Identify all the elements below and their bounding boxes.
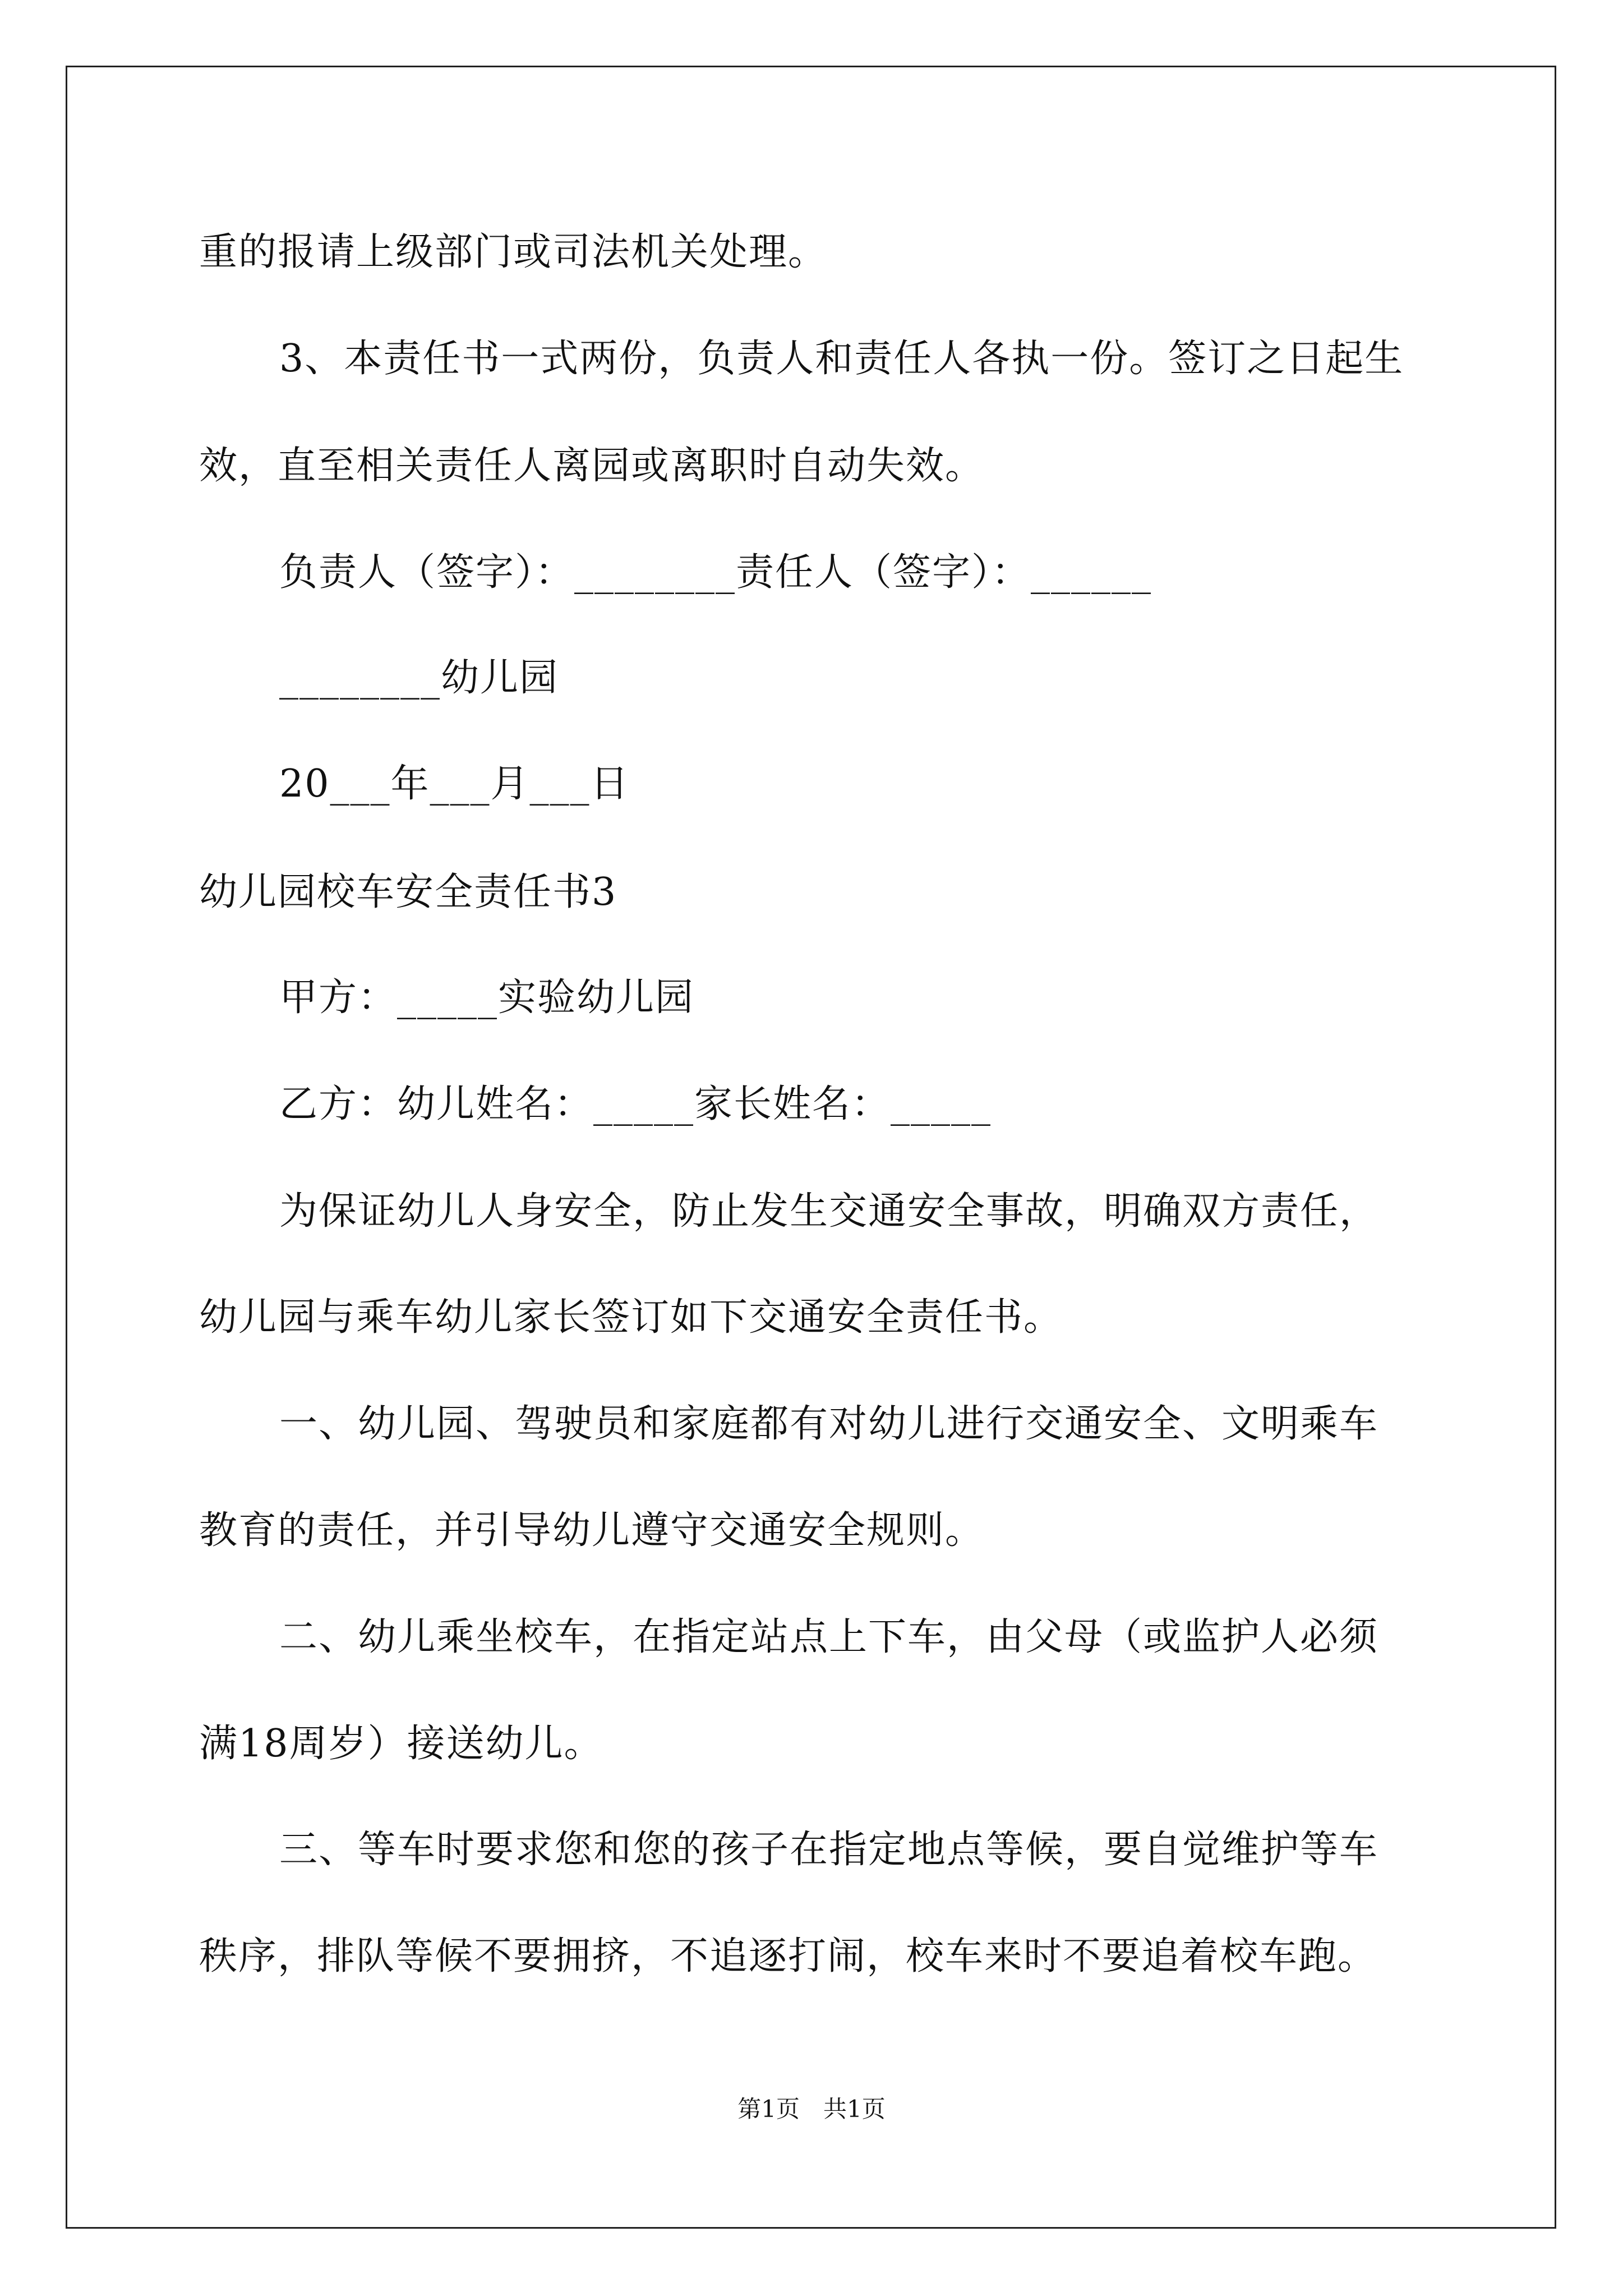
date-line: 20___年___月___日 xyxy=(279,762,630,806)
paragraph-line-10: 为保证幼儿人身安全，防止发生交通安全事故，明确双方责任， xyxy=(279,1189,1379,1234)
page-number-footer: 第1页 共1页 xyxy=(737,2095,886,2123)
kindergarten-name-line: ________幼儿园 xyxy=(279,656,559,700)
page-border xyxy=(66,66,1556,2229)
paragraph-line-11: 幼儿园与乘车幼儿家长签订如下交通安全责任书。 xyxy=(199,1295,1063,1340)
paragraph-line-16: 三、等车时要求您和您的孩子在指定地点等候，要自觉维护等车 xyxy=(279,1828,1379,1872)
paragraph-line-14: 二、幼儿乘坐校车，在指定站点上下车，由父母（或监护人必须 xyxy=(279,1615,1379,1659)
party-b-line: 乙方：幼儿姓名：_____家长姓名：_____ xyxy=(279,1082,992,1126)
paragraph-line-3: 效，直至相关责任人离园或离职时自动失效。 xyxy=(199,444,985,488)
paragraph-line-13: 教育的责任，并引导幼儿遵守交通安全规则。 xyxy=(199,1508,985,1553)
paragraph-line-2: 3、本责任书一式两份，负责人和责任人各执一份。签订之日起生 xyxy=(279,337,1404,381)
paragraph-line-1: 重的报请上级部门或司法机关处理。 xyxy=(199,230,828,274)
paragraph-line-12: 一、幼儿园、驾驶员和家庭都有对幼儿进行交通安全、文明乘车 xyxy=(279,1402,1379,1446)
party-a-line: 甲方：_____实验幼儿园 xyxy=(279,976,695,1020)
paragraph-line-15: 满18周岁）接送幼儿。 xyxy=(199,1722,603,1766)
section-title: 幼儿园校车安全责任书3 xyxy=(199,870,617,914)
paragraph-line-17: 秩序，排队等候不要拥挤，不追逐打闹，校车来时不要追着校车跑。 xyxy=(199,1934,1377,1978)
signature-line: 负责人（签字）：________责任人（签字）：______ xyxy=(279,550,1152,595)
